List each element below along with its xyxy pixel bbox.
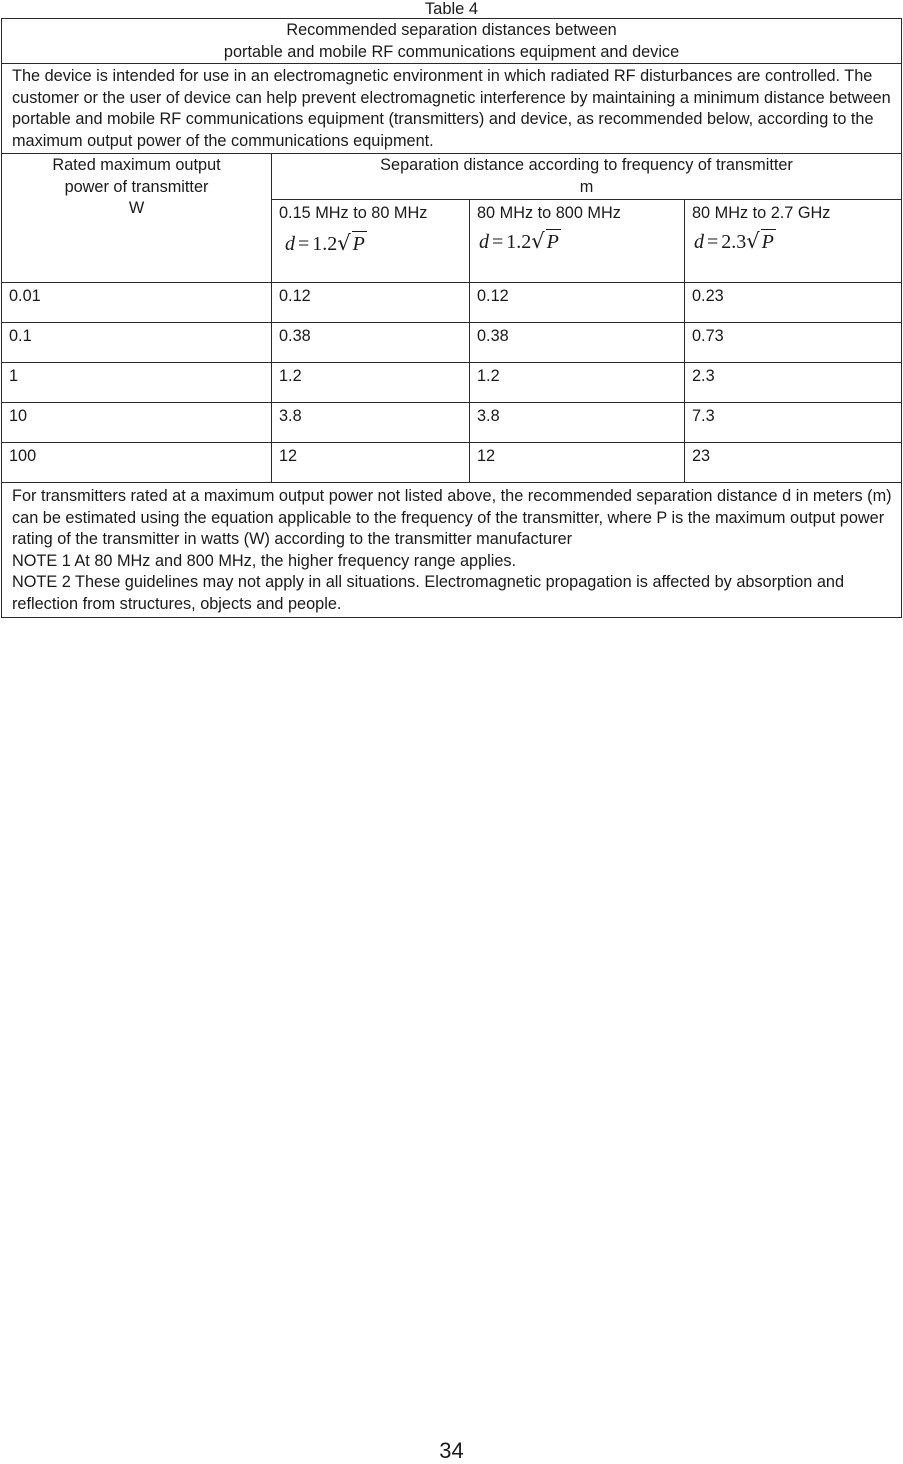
power-cell: 0.1	[2, 323, 272, 363]
formula-param: P	[352, 232, 365, 255]
distance-cell: 0.12	[470, 283, 685, 323]
title-line-1: Recommended separation distances between	[286, 21, 617, 39]
distance-cell: 0.38	[470, 323, 685, 363]
table-title	[2, 19, 902, 64]
distance-cell: 0.38	[272, 323, 470, 363]
frequency-column-3	[685, 200, 902, 283]
formula-coefficient: 1.2	[312, 232, 338, 255]
formula-coefficient: 2.3	[721, 230, 747, 253]
distance-cell: 0.23	[685, 283, 902, 323]
formula-var: d	[694, 230, 704, 253]
rated-header-line-2: power of transmitter	[64, 177, 209, 196]
table-caption: Table 4	[424, 0, 479, 18]
separation-distance-header	[272, 154, 902, 200]
power-cell: 0.01	[2, 283, 272, 323]
formula-equals: =	[492, 230, 504, 253]
formula-equals: =	[298, 232, 310, 255]
distance-cell: 1.2	[272, 363, 470, 403]
rated-header-unit: W	[128, 199, 145, 217]
formula-param: P	[761, 230, 774, 253]
note-1: NOTE 1 At 80 MHz and 800 MHz, the higher frequency range applies.	[12, 551, 517, 570]
frequency-column-2	[470, 200, 685, 283]
square-root-icon: √	[337, 230, 351, 255]
notes-row	[2, 483, 902, 618]
formula-var: d	[479, 230, 489, 253]
table-row	[2, 443, 902, 483]
note-2: NOTE 2 These guidelines may not apply in all situations. Electromagnetic propagation is affected by absorption and reflection from structures, objects and people.	[12, 573, 845, 613]
page-number: 34	[439, 1438, 464, 1463]
frequency-label-3: 80 MHz to 2.7 GHz	[692, 204, 831, 222]
distance-cell: 3.8	[272, 403, 470, 443]
formula-coefficient: 1.2	[506, 230, 532, 253]
notes-cell	[2, 483, 902, 618]
distance-cell: 1.2	[470, 363, 685, 403]
frequency-column-1	[272, 200, 470, 283]
distance-cell: 12	[272, 443, 470, 483]
formula-2	[479, 229, 677, 254]
frequency-label-1: 0.15 MHz to 80 MHz	[279, 204, 428, 222]
table-row	[2, 323, 902, 363]
separation-distance-table	[1, 18, 902, 618]
formula-param: P	[546, 230, 559, 253]
distance-cell: 0.73	[685, 323, 902, 363]
power-cell: 10	[2, 403, 272, 443]
formula-3	[694, 229, 894, 254]
distance-cell: 7.3	[685, 403, 902, 443]
separation-header-line-1: Separation distance according to frequency of transmitter	[380, 156, 793, 174]
formula-1	[285, 231, 462, 256]
distance-cell: 23	[685, 443, 902, 483]
title-row	[2, 19, 902, 64]
separation-header-unit: m	[579, 177, 594, 196]
header-row	[2, 154, 902, 200]
distance-cell: 0.12	[272, 283, 470, 323]
frequency-label-2: 80 MHz to 800 MHz	[477, 204, 621, 222]
table-row	[2, 283, 902, 323]
title-line-2: portable and mobile RF communications equipment and device	[223, 42, 680, 61]
distance-cell: 3.8	[470, 403, 685, 443]
power-cell: 100	[2, 443, 272, 483]
distance-cell: 2.3	[685, 363, 902, 403]
footnote-text: For transmitters rated at a maximum output power not listed above, the recommended separation distance d in meters (m) can be estimated using the equation applicable to the frequency of the transmitter, where P is the maximum output power rating of the transmitter in watts (W) according to the transmitter manufacturer	[12, 487, 892, 548]
rated-power-header	[2, 154, 272, 283]
table-row	[2, 363, 902, 403]
formula-equals: =	[707, 230, 719, 253]
rated-header-line-1: Rated maximum output	[52, 156, 221, 174]
power-cell: 1	[2, 363, 272, 403]
formula-var: d	[285, 232, 295, 255]
square-root-icon: √	[746, 228, 760, 253]
square-root-icon: √	[531, 228, 545, 253]
intro-row	[2, 64, 902, 154]
intro-text: The device is intended for use in an electromagnetic environment in which radiated RF disturbances are controlled. The customer or the user of device can help prevent electromagnetic interference by maintaining a minimum distance between portable and mobile RF communications equipment (transmitters) and device, as recommended below, according to the maximum output power of the communications equipment.	[2, 64, 902, 154]
table-row	[2, 403, 902, 443]
distance-cell: 12	[470, 443, 685, 483]
